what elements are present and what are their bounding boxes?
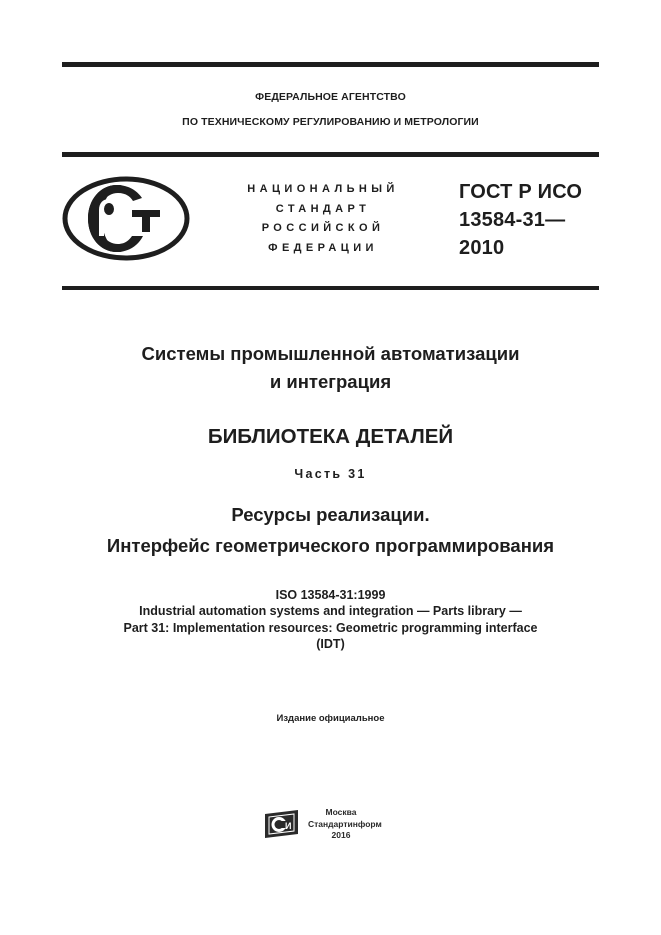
iso-reference xyxy=(40,587,621,652)
main-title: БИБЛИОТЕКА ДЕТАЛЕЙ xyxy=(207,425,454,448)
agency-name-line-2: ПО ТЕХНИЧЕСКОМУ РЕГУЛИРОВАНИЮ И МЕТРОЛОГИИ xyxy=(182,116,479,128)
rst-certification-mark-icon xyxy=(62,176,190,261)
national-line-4: ФЕДЕРАЦИИ xyxy=(268,241,378,254)
national-line-3: РОССИЙСКОЙ xyxy=(261,222,385,234)
publisher-city: Москва xyxy=(325,807,357,817)
standartinform-logo-icon xyxy=(263,809,300,839)
standard-code-line-2: 13584-31— xyxy=(459,209,566,231)
series-title xyxy=(40,340,621,396)
standard-code-line-1: ГОСТ Р ИСО xyxy=(459,181,583,203)
iso-reference-line-3: Part 31: Implementation resources: Geometric programming interface xyxy=(123,620,538,635)
bottom-divider xyxy=(62,286,599,290)
iso-reference-line-1: ISO 13584-31:1999 xyxy=(275,588,386,602)
top-divider xyxy=(62,62,599,67)
iso-reference-line-4: (IDT) xyxy=(316,636,345,651)
part-label: Часть 31 xyxy=(294,467,367,481)
agency-name-line-1: ФЕДЕРАЛЬНОЕ АГЕНТСТВО xyxy=(255,91,406,103)
iso-reference-line-2: Industrial automation systems and integration — Parts library — xyxy=(139,604,522,619)
subtitle-line-1: Ресурсы реализации. xyxy=(231,504,430,525)
series-title-line-2: и интеграция xyxy=(269,371,392,392)
subtitle xyxy=(40,499,621,561)
svg-text:И: И xyxy=(285,821,292,831)
publisher-info xyxy=(308,807,382,842)
middle-divider xyxy=(62,152,599,157)
series-title-line-1: Системы промышленной автоматизации xyxy=(141,343,520,364)
national-line-1: НАЦИОНАЛЬНЫЙ xyxy=(247,183,399,195)
publisher-year: 2016 xyxy=(331,830,351,840)
edition-label: Издание официальное xyxy=(276,713,385,724)
standard-code xyxy=(459,178,582,262)
publisher-name: Стандартинформ xyxy=(308,818,382,829)
subtitle-line-2: Интерфейс геометрического программирования xyxy=(106,535,555,556)
national-line-2: СТАНДАРТ xyxy=(275,202,371,215)
national-standard-label xyxy=(228,180,414,258)
standard-code-line-3: 2010 xyxy=(459,237,505,259)
